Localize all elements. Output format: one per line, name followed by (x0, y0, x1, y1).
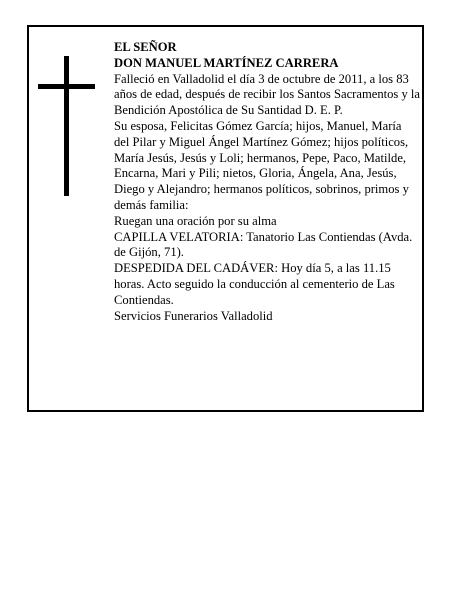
obituary-text (114, 40, 420, 324)
wake-location: CAPILLA VELATORIA: Tanatorio Las Contiendas (Avda. de Gijón, 71). (114, 229, 413, 260)
funeral-services-provider: Servicios Funerarios Valladolid (114, 308, 273, 323)
obituary-deceased-name: DON MANUEL MARTÍNEZ CARRERA (114, 55, 339, 70)
prayer-request: Ruegan una oración por su alma (114, 213, 277, 228)
cross-horizontal-bar (38, 84, 95, 89)
cross-vertical-bar (64, 56, 69, 196)
family-list: Su esposa, Felicitas Gómez García; hijos, Manuel, María del Pilar y Miguel Ángel Martínez Gómez; hijos políticos, María Jesús, Jesús y Loli; hermanos, Pepe, Paco, Matilde, Encarna, Mari y Pili; nietos, Gloria, Ángela, Ana, Jesús, Diego y Alejandro; hermanos políticos, sobrinos, primos y demás familia: (114, 118, 409, 212)
obituary-title-line-1: EL SEÑOR (114, 40, 177, 54)
funeral-details: DESPEDIDA DEL CADÁVER: Hoy día 5, a las 11.15 horas. Acto seguido la conducción al cementerio de Las Contiendas. (114, 261, 395, 307)
death-announcement: Falleció en Valladolid el día 3 de octubre de 2011, a los 83 años de edad, después de recibir los Santos Sacramentos y la Bendición Apostólica de Su Santidad D. E. P. (114, 71, 421, 118)
